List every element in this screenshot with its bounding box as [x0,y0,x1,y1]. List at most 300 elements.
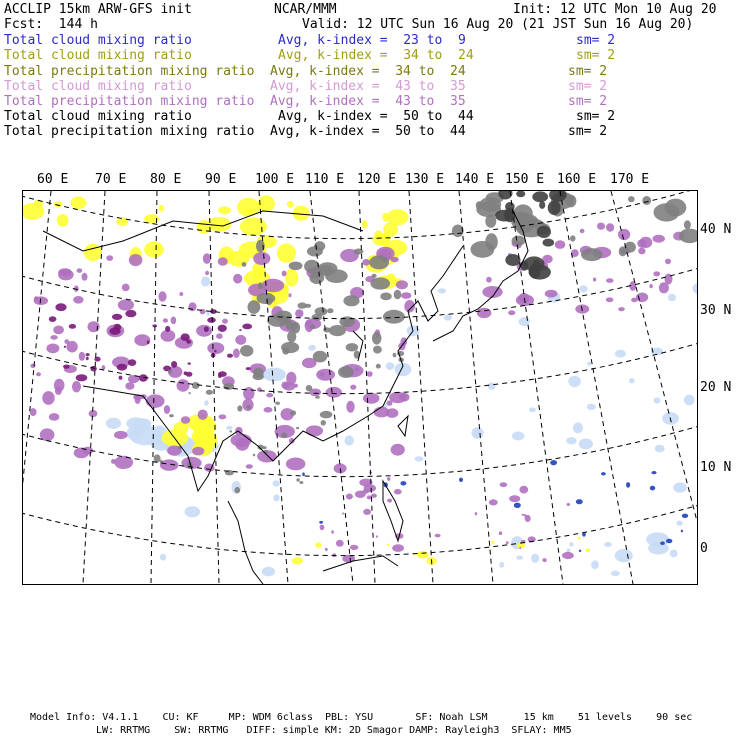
cloud-gray-patch [296,427,299,430]
cloud-darkgray-patch [495,210,513,222]
cloud-yellow-patch [243,208,253,215]
precip-purple-patch [555,240,566,249]
precip-purple-patch [196,325,212,337]
field-name: Total precipitation mixing ratio [4,64,255,79]
model-info-line1: Model Info: V4.1.1 CU: KF MP: WDM 6class PBL: YSU SF: Noah LSM 15 km 51 levels 90 sec [30,712,693,723]
cloud-yellow-patch [491,541,494,545]
precip-darkpurple-patch [186,372,193,377]
cloud-blue-patch [459,478,463,482]
cloud-blue-patch [681,530,683,533]
precip-purple-patch [519,547,521,549]
cloud-lightblue-patch [386,362,395,370]
precip-purple-patch [164,405,170,414]
precip-purple-patch [243,387,254,400]
cloud-lightblue-patch [668,294,676,302]
precip-purple-patch [231,434,252,447]
precip-purple-patch [66,341,77,353]
cloud-lightblue-patch [531,554,539,563]
cloud-darkgray-patch [524,256,545,271]
precip-purple-patch [336,540,344,547]
cloud-lightblue-patch [519,317,530,326]
precip-darkpurple-patch [128,359,136,366]
precip-purple-patch [522,514,525,516]
cloud-darkgray-patch [558,191,565,197]
cloud-gray-patch [581,248,603,261]
precip-purple-patch [653,271,660,276]
cloud-lightblue-patch [201,276,210,286]
precip-darkpurple-patch [242,324,252,330]
cloud-lightblue-patch [206,311,209,316]
field-name: Total cloud mixing ratio [4,109,192,124]
precip-darkpurple-patch [55,303,66,311]
precip-purple-patch [509,495,520,502]
cloud-gray-patch [235,487,241,493]
precip-darkpurple-patch [69,324,76,329]
precip-purple-patch [331,530,334,534]
cloud-lightblue-patch [566,437,577,444]
cloud-gray-patch [299,481,303,484]
cloud-yellow-patch [387,209,409,225]
precip-purple-patch [53,326,64,335]
precip-purple-patch [111,459,116,464]
precip-purple-patch [246,464,253,469]
precip-purple-patch [129,254,143,266]
precip-purple-patch [306,425,323,436]
precip-purple-patch [125,382,134,390]
cloud-blue-patch [650,486,655,491]
precip-darkpurple-patch [86,357,89,361]
precip-purple-patch [282,271,287,277]
precip-purple-patch [320,525,325,531]
cloud-yellow-patch [387,544,390,546]
precip-purple-patch [222,319,228,324]
cloud-lightblue-patch [126,417,145,429]
precip-purple-patch [665,259,671,265]
precip-darkpurple-patch [207,317,216,323]
cloud-gray-patch [169,414,174,417]
cloud-gray-patch [168,370,172,374]
cloud-gray-patch [296,478,299,482]
cloud-gray-patch [372,332,382,345]
precip-purple-patch [606,278,614,283]
precip-darkpurple-patch [119,376,123,380]
precip-purple-patch [363,393,380,404]
precip-purple-patch [500,482,508,487]
precip-purple-patch [606,297,614,302]
cloud-gray-patch [679,229,697,244]
cloud-blue-patch [682,514,688,518]
cloud-blue-patch [579,550,581,553]
cloud-lightblue-patch [471,427,483,439]
precip-purple-patch [399,393,409,402]
cloud-lightblue-patch [512,431,525,440]
cloud-gray-patch [373,346,382,354]
field-avg: Avg, k-index = 43 to 35 [270,79,466,94]
cloud-gray-patch [479,197,501,212]
precip-purple-patch [508,310,515,315]
precip-purple-patch [134,334,150,346]
cloud-yellow-patch [586,549,590,553]
precip-purple-patch [387,477,390,481]
cloud-gray-patch [343,295,359,306]
longitude-label: 170 E [610,172,650,187]
precip-purple-patch [350,385,356,390]
precip-purple-patch [477,308,492,318]
cloud-blue-patch [626,482,630,488]
model-title: ACCLIP 15km ARW-GFS init [4,2,192,17]
cloud-gray-patch [514,214,535,233]
precip-purple-patch [203,253,211,264]
precip-purple-patch [392,544,404,552]
precip-purple-patch [179,292,183,296]
cloud-lightblue-patch [488,383,496,390]
precip-purple-patch [363,509,371,515]
field-smoothing: sm= 2 [576,33,616,48]
precip-darkpurple-patch [239,329,241,331]
cloud-yellow-patch [287,201,294,208]
cloud-gray-patch [394,290,402,300]
cloud-lightblue-patch [273,494,279,501]
field-smoothing: sm= 2 [568,79,608,94]
latitude-label: 40 N [700,222,732,237]
cloud-gray-patch [246,405,251,409]
cloud-gray-patch [298,302,307,308]
field-name: Total cloud mixing ratio [4,48,192,63]
cloud-darkgray-patch [516,191,525,197]
cloud-gray-patch [312,314,323,321]
cloud-darkgray-patch [532,191,548,202]
precip-purple-patch [207,342,224,354]
precip-darkpurple-patch [86,353,90,356]
latitude-label: 20 N [700,380,732,395]
valid-time: Valid: 12 UTC Sun 16 Aug 20 (21 JST Sun 16 Aug 20) [302,17,694,32]
cloud-gray-patch [485,215,496,228]
precip-purple-patch [387,499,392,503]
cloud-darkgray-patch [537,226,551,238]
precip-purple-patch [367,371,373,377]
precip-purple-patch [216,333,223,339]
cloud-lightblue-patch [611,571,620,577]
cloud-gray-patch [452,225,464,238]
precip-purple-patch [46,344,59,354]
field-smoothing: sm= 2 [568,94,608,109]
cloud-lightblue-patch [569,542,573,547]
map-canvas [23,191,697,584]
precip-darkpurple-patch [165,326,170,332]
precip-purple-patch [593,278,596,282]
cloud-gray-patch [281,342,299,353]
cloud-gray-patch [628,196,635,202]
cloud-blue-patch [660,542,665,545]
precip-purple-patch [597,223,605,230]
precip-purple-patch [171,317,177,325]
precip-purple-patch [316,369,335,381]
precip-purple-patch [295,309,303,317]
cloud-lightblue-patch [646,532,669,546]
cloud-lightblue-patch [579,439,593,450]
precip-purple-patch [653,235,665,243]
cloud-yellow-patch [218,206,231,214]
cloud-lightblue-patch [263,368,286,382]
cloud-lightblue-patch [654,397,661,403]
precip-purple-patch [205,271,209,275]
cloud-gray-patch [339,316,355,327]
field-avg: Avg, k-index = 50 to 44 [278,109,474,124]
precip-purple-patch [233,274,242,284]
cloud-lightblue-patch [673,482,686,492]
precip-purple-patch [281,382,289,389]
cloud-lightblue-patch [615,350,626,358]
precip-purple-patch [390,257,398,262]
cloud-gray-patch [242,262,247,267]
cloud-darkgray-patch [543,239,555,247]
field-name: Total precipitation mixing ratio [4,124,255,139]
cloud-lightblue-patch [692,283,697,295]
cloud-gray-patch [281,432,287,438]
cloud-gray-patch [189,392,191,394]
cloud-lightblue-patch [604,542,612,547]
longitude-label: 70 E [95,172,127,187]
cloud-gray-patch [192,382,200,389]
longitude-label: 140 E [455,172,495,187]
precip-purple-patch [266,393,273,397]
cloud-gray-patch [383,310,405,324]
precip-purple-patch [506,541,509,544]
cloud-gray-patch [286,320,294,331]
field-avg: Avg, k-index = 50 to 44 [270,124,466,139]
precip-purple-patch [391,444,405,456]
cloud-lightblue-patch [438,288,446,293]
precip-darkpurple-patch [90,366,96,372]
precip-purple-patch [618,307,625,311]
precip-darkpurple-patch [218,325,227,332]
precip-purple-patch [58,268,72,276]
cloud-lightblue-patch [676,521,682,526]
cloud-gray-patch [684,220,691,229]
cloud-gray-patch [372,274,377,278]
cloud-lightblue-patch [529,407,536,412]
cloud-gray-patch [206,390,213,395]
cloud-gray-patch [304,260,319,273]
cloud-blue-patch [514,503,521,508]
precip-purple-patch [394,489,402,495]
longitude-label: 160 E [557,172,597,187]
precip-darkpurple-patch [181,333,190,341]
precip-darkpurple-patch [204,326,209,332]
cloud-gray-patch [393,353,397,358]
precip-purple-patch [114,431,128,439]
coastline [228,501,263,584]
cloud-gray-patch [313,351,327,363]
longitude-gridline [510,191,563,584]
init-time: Init: 12 UTC Mon 10 Aug 20 [513,2,717,17]
cloud-yellow-patch [374,230,383,241]
cloud-gray-patch [642,196,651,205]
precip-purple-patch [475,512,478,515]
precip-purple-patch [362,259,370,266]
precip-purple-patch [42,391,54,405]
cloud-lightblue-patch [345,435,354,445]
cloud-gray-patch [370,277,390,289]
precip-purple-patch [79,352,85,361]
org-label: NCAR/MMM [274,2,337,17]
cloud-lightblue-patch [308,345,316,351]
cloud-lightblue-patch [670,550,678,558]
cloud-lightblue-patch [615,549,633,562]
precip-purple-patch [367,495,372,499]
longitude-label: 100 E [255,172,295,187]
precip-purple-patch [82,273,88,281]
cloud-gray-patch [354,249,364,255]
precip-purple-patch [233,348,240,358]
cloud-gray-patch [570,235,575,241]
cloud-lightblue-patch [516,556,523,560]
precip-purple-patch [342,512,344,514]
cloud-gray-patch [380,293,391,301]
field-smoothing: sm= 2 [568,64,608,79]
cloud-yellow-patch [285,269,298,287]
precip-purple-patch [54,379,65,392]
cloud-darkgray-patch [539,201,545,209]
cloud-yellow-patch [277,244,296,263]
cloud-yellow-patch [362,220,368,228]
latitude-gridline [23,498,697,556]
precip-purple-patch [146,394,165,407]
precip-purple-patch [77,268,83,273]
cloud-yellow-patch [292,557,303,564]
cloud-gray-patch [248,300,261,314]
cloud-gray-patch [253,454,255,457]
cloud-lightblue-patch [591,560,599,569]
precip-purple-patch [192,447,204,456]
precip-darkpurple-patch [64,346,66,348]
cloud-lightblue-patch [684,395,695,406]
cloud-gray-patch [287,331,296,343]
latitude-label: 0 [700,541,708,556]
longitude-label: 60 E [37,172,69,187]
precip-purple-patch [326,387,342,398]
cloud-lightblue-patch [226,426,232,430]
precip-purple-patch [30,364,35,368]
precip-purple-patch [72,381,81,392]
longitude-label: 130 E [405,172,445,187]
cloud-lightblue-patch [587,362,591,366]
precip-purple-patch [562,552,574,559]
precip-darkpurple-patch [218,371,227,377]
cloud-yellow-patch [84,244,102,261]
precip-purple-patch [286,458,306,471]
cloud-lightblue-patch [579,285,588,292]
cloud-blue-patch [666,539,672,544]
precip-purple-patch [364,484,376,492]
longitude-label: 120 E [357,172,397,187]
field-smoothing: sm= 2 [576,48,616,63]
precip-purple-patch [325,548,328,551]
cloud-blue-patch [400,481,406,485]
cloud-gray-patch [329,325,346,336]
cloud-gray-patch [338,366,354,378]
precip-purple-patch [355,491,366,498]
latitude-label: 10 N [700,460,732,475]
cloud-gray-patch [369,255,389,269]
precip-purple-patch [253,252,270,265]
precip-purple-patch [376,535,378,538]
precip-purple-patch [36,372,41,376]
precip-darkpurple-patch [188,362,191,364]
cloud-blue-patch [550,460,557,465]
precip-purple-patch [567,503,571,506]
longitude-gridline [23,191,51,584]
precip-darkpurple-patch [76,374,88,381]
cloud-gray-patch [289,262,303,271]
cloud-gray-patch [346,343,359,351]
cloud-lightblue-patch [415,456,424,461]
precip-purple-patch [163,318,168,322]
precip-darkpurple-patch [147,340,150,344]
precip-purple-patch [181,416,190,424]
coastline [398,416,408,436]
cloud-gray-patch [654,203,680,221]
cloud-blue-patch [319,521,323,524]
cloud-gray-patch [309,272,324,284]
cloud-gray-patch [325,269,348,283]
cloud-darkgray-patch [548,201,561,215]
precip-purple-patch [242,399,253,411]
precip-purple-patch [606,223,614,231]
precip-purple-patch [346,494,353,500]
precip-darkpurple-patch [110,327,121,335]
cloud-yellow-patch [578,537,580,540]
cloud-gray-patch [240,345,253,357]
cloud-blue-patch [302,472,305,476]
longitude-label: 110 E [305,172,345,187]
cloud-gray-patch [253,373,264,380]
cloud-gray-patch [471,241,495,258]
cloud-lightblue-patch [185,506,201,517]
cloud-gray-patch [306,385,313,391]
precip-purple-patch [30,408,37,416]
precip-darkpurple-patch [63,365,70,369]
cloud-darkgray-patch [505,254,520,266]
cloud-lightblue-patch [629,378,635,384]
cloud-gray-patch [275,402,280,405]
cloud-yellow-patch [71,197,87,210]
cloud-gray-patch [237,405,242,411]
longitude-label: 90 E [205,172,237,187]
coastline [433,211,528,341]
precip-purple-patch [525,515,531,522]
precip-purple-patch [350,545,358,550]
precip-purple-patch [235,335,246,345]
forecast-hour: Fcst: 144 h [4,17,98,32]
precip-darkpurple-patch [112,314,122,320]
precip-purple-patch [106,255,113,261]
precip-darkpurple-patch [171,361,177,368]
longitude-gridline [359,191,375,584]
precip-purple-patch [499,531,502,535]
precip-purple-patch [73,296,83,304]
field-avg: Avg, k-index = 23 to 9 [278,33,466,48]
precip-darkpurple-patch [227,354,233,358]
field-avg: Avg, k-index = 43 to 35 [270,94,466,109]
cloud-yellow-patch [57,214,69,227]
precip-darkpurple-patch [125,310,136,317]
precip-purple-patch [545,290,558,298]
cloud-gray-patch [376,364,381,369]
latitude-gridline [23,191,697,239]
precip-purple-patch [639,237,652,248]
cloud-yellow-patch [240,217,267,235]
